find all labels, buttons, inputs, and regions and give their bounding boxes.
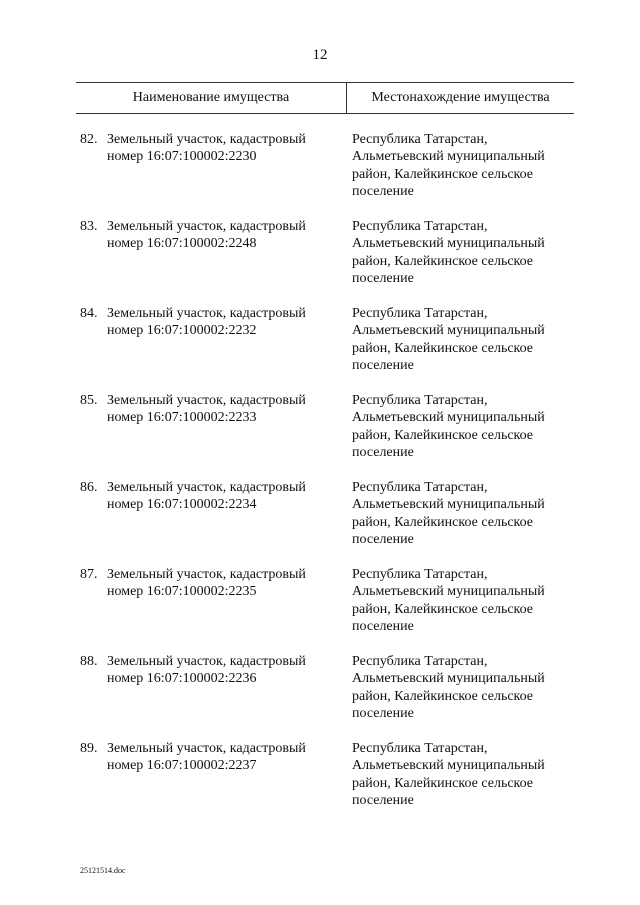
row-number: 88. [80,654,98,669]
property-location: Республика Татарстан, Альметьевский муниципальный район, Калейкинское сельское поселение [352,393,545,461]
property-name: Земельный участок, кадастровый номер 16:07:100002:2233 [107,393,306,426]
property-name: Земельный участок, кадастровый номер 16:07:100002:2248 [107,219,306,252]
table-row [80,566,574,653]
property-location: Республика Татарстан, Альметьевский муниципальный район, Калейкинское сельское поселение [352,480,545,548]
row-number: 83. [80,219,98,234]
property-name: Земельный участок, кадастровый номер 16:07:100002:2237 [107,741,306,774]
table-row [80,218,574,305]
property-location: Республика Татарстан, Альметьевский муниципальный район, Калейкинское сельское поселение [352,741,545,809]
row-number: 86. [80,480,98,495]
property-name: Земельный участок, кадастровый номер 16:07:100002:2236 [107,654,306,687]
header-location-column: Местонахождение имущества [371,90,550,105]
row-number: 85. [80,393,98,408]
row-number: 82. [80,132,98,147]
header-name-column: Наименование имущества [132,90,290,105]
property-name: Земельный участок, кадастровый номер 16:07:100002:2230 [107,132,306,165]
property-name: Земельный участок, кадастровый номер 16:07:100002:2232 [107,306,306,339]
page-number: 12 [312,47,328,63]
property-location: Республика Татарстан, Альметьевский муниципальный район, Калейкинское сельское поселение [352,219,545,287]
table-row [80,392,574,479]
table-row [80,479,574,566]
property-location: Республика Татарстан, Альметьевский муниципальный район, Калейкинское сельское поселение [352,132,545,200]
table-row [80,740,574,827]
table-header [76,82,574,114]
row-number: 84. [80,306,98,321]
property-location: Республика Татарстан, Альметьевский муниципальный район, Калейкинское сельское поселение [352,567,545,635]
table-row [80,131,574,218]
table-row [80,305,574,392]
property-list [80,131,574,827]
document-filename: 25121514.doc [80,866,126,875]
property-location: Республика Татарстан, Альметьевский муниципальный район, Калейкинское сельское поселение [352,306,545,374]
property-name: Земельный участок, кадастровый номер 16:07:100002:2235 [107,567,306,600]
property-location: Республика Татарстан, Альметьевский муниципальный район, Калейкинское сельское поселение [352,654,545,722]
row-number: 87. [80,567,98,582]
row-number: 89. [80,741,98,756]
property-name: Земельный участок, кадастровый номер 16:07:100002:2234 [107,480,306,513]
table-row [80,653,574,740]
